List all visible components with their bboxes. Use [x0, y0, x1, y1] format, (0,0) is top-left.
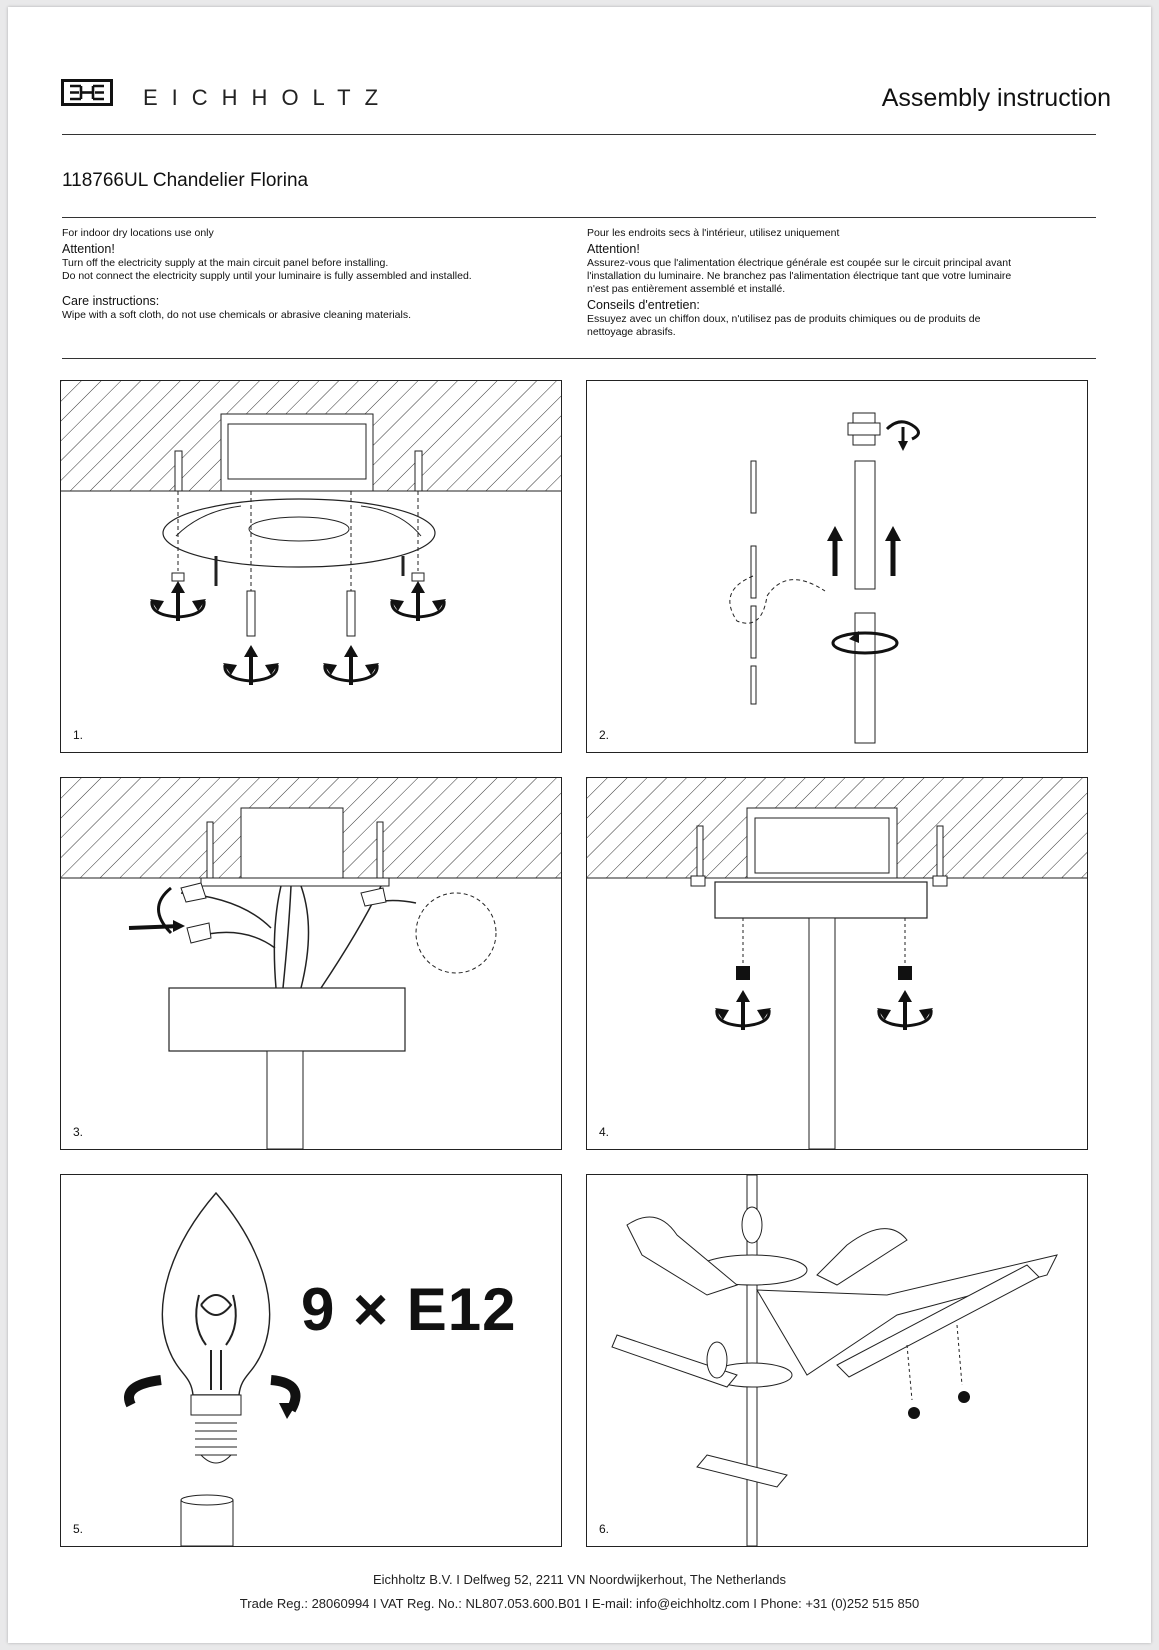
- rod-assembly-illustration: [587, 381, 1087, 752]
- attention-heading: Attention!: [62, 242, 115, 256]
- canopy-fixing-illustration: [587, 778, 1087, 1149]
- step-number: 3.: [73, 1125, 84, 1139]
- attention-text-fr: Assurez-vous que l'alimentation électrique générale est coupée sur le circuit principal avant: [587, 257, 1011, 269]
- step-5-panel: [60, 1174, 562, 1547]
- care-text-fr: Essuyez avec un chiffon doux, n'utilisez pas de produits chimiques ou de produits de: [587, 313, 981, 325]
- step-3-panel: [60, 777, 562, 1150]
- care-text-fr: nettoyage abrasifs.: [587, 326, 676, 338]
- care-heading-fr: Conseils d'entretien:: [587, 298, 700, 312]
- step-number: 4.: [599, 1125, 610, 1139]
- step-number: 6.: [599, 1522, 610, 1536]
- bulb-illustration: [61, 1175, 561, 1546]
- step-1-panel: [60, 380, 562, 753]
- attention-text-fr: n'est pas entièrement assemblé et installé.: [587, 283, 786, 295]
- instruction-page: [8, 7, 1151, 1643]
- notes-top-divider: [62, 217, 1096, 218]
- notes-bottom-divider: [62, 358, 1096, 359]
- attention-text: Turn off the electricity supply at the main circuit panel before installing.: [62, 257, 389, 269]
- location-note: For indoor dry locations use only: [62, 227, 214, 239]
- arm-assembly-illustration: [587, 1175, 1087, 1546]
- notes-english: [62, 227, 542, 322]
- care-heading: Care instructions:: [62, 294, 160, 308]
- wire-connection-illustration: [61, 778, 561, 1149]
- eichholtz-logo-icon: [61, 79, 113, 111]
- footer-address: Eichholtz B.V. I Delfweg 52, 2211 VN Noordwijkerhout, The Netherlands: [372, 1572, 787, 1587]
- location-note-fr: Pour les endroits secs à l'intérieur, utilisez uniquement: [587, 227, 840, 239]
- brand-name: EICHHOLTZ: [143, 85, 393, 110]
- header-divider: [62, 134, 1096, 135]
- attention-text-fr: l'installation du luminaire. Ne branchez pas l'alimentation électrique tant que votre luminaire: [587, 270, 1012, 282]
- step-number: 1.: [73, 728, 84, 742]
- document-type: Assembly instruction: [881, 84, 1111, 112]
- step-number: 5.: [73, 1522, 84, 1536]
- product-title: 118766UL Chandelier Florina: [62, 170, 309, 191]
- attention-text: Do not connect the electricity supply until your luminaire is fully assembled and installed.: [62, 270, 472, 282]
- care-text: Wipe with a soft cloth, do not use chemicals or abrasive cleaning materials.: [62, 309, 411, 321]
- mounting-plate-illustration: [61, 381, 561, 752]
- step-2-panel: [586, 380, 1088, 753]
- notes-french: [587, 227, 1087, 339]
- step-6-panel: [586, 1174, 1088, 1547]
- bulb-quantity-label: 9 × E12: [301, 1276, 517, 1343]
- step-4-panel: [586, 777, 1088, 1150]
- footer-registration: Trade Reg.: 28060994 I VAT Reg. No.: NL807.053.600.B01 I E-mail: info@eichholtz.com I Phone: +31 (0)252 515 850: [239, 1596, 920, 1611]
- step-number: 2.: [599, 728, 610, 742]
- attention-heading-fr: Attention!: [587, 242, 640, 256]
